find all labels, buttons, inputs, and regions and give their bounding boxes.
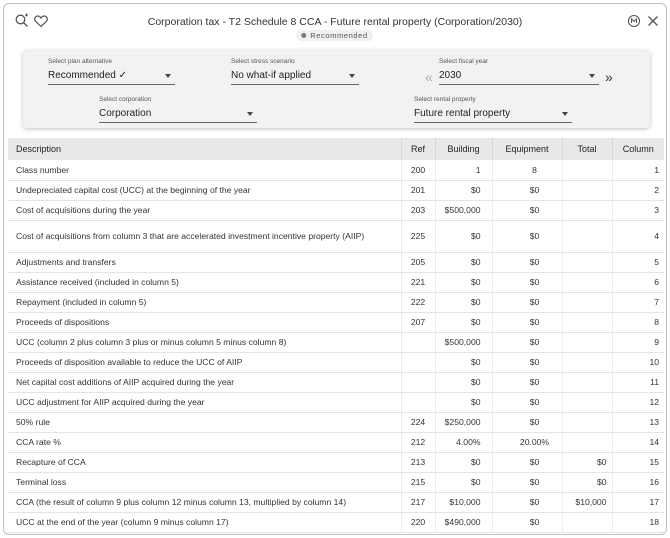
table-cell-desc: CCA rate % [8, 432, 401, 452]
table-cell-total: $0 [562, 452, 612, 472]
stress-field [231, 58, 359, 85]
year-value: 2030 [439, 70, 462, 81]
table-cell-building: $0 [435, 472, 492, 492]
property-label: Select rental property [414, 96, 476, 103]
table-cell-building: $0 [435, 352, 492, 372]
table-cell-total [562, 252, 612, 272]
stress-select[interactable] [231, 68, 359, 85]
table-cell-col: 17 [612, 492, 664, 512]
chevron-down-icon [165, 74, 171, 78]
table-cell-col: 3 [612, 200, 664, 220]
page-title: Corporation tax - T2 Schedule 8 CCA - Future rental property (Corporation/2030) [147, 16, 523, 28]
plan-select[interactable] [48, 68, 175, 85]
table-cell-desc: Recapture of CCA [8, 452, 401, 472]
table-cell-desc: 50% rule [8, 412, 401, 432]
table-row [8, 472, 664, 492]
table-cell-total [562, 292, 612, 312]
table-cell-total [562, 392, 612, 412]
table-cell-desc: Cost of acquisitions during the year [8, 200, 401, 220]
year-select[interactable] [439, 68, 599, 85]
table-row [8, 200, 664, 220]
plan-label: Select plan alternative [48, 58, 112, 65]
table-cell-ref: 213 [401, 452, 435, 472]
table-row [8, 332, 664, 352]
table-cell-col: 13 [612, 412, 664, 432]
table-cell-total [562, 512, 612, 532]
settings-icon[interactable] [626, 13, 642, 29]
table-cell-col: 7 [612, 292, 664, 312]
table-cell-desc: UCC at the end of the year (column 9 minus column 17) [8, 512, 401, 532]
column-header[interactable]: Description [8, 138, 401, 160]
table-cell-building: $0 [435, 312, 492, 332]
table-cell-building: $500,000 [435, 200, 492, 220]
table-cell-desc: CCA (the result of column 9 plus column 12 minus column 13, multiplied by column 14) [8, 492, 401, 512]
table-cell-total [562, 432, 612, 452]
table-cell-ref: 225 [401, 220, 435, 252]
column-header[interactable]: Ref [401, 138, 435, 160]
table-cell-ref: 220 [401, 512, 435, 532]
filter-panel [23, 50, 650, 128]
year-label: Select fiscal year [439, 58, 489, 65]
previous-year-chevron-icon[interactable]: « [425, 69, 433, 85]
table-cell-equipment: $0 [492, 180, 562, 200]
status-dot-icon [301, 33, 306, 38]
corporation-value: Corporation [99, 108, 152, 119]
table-row [8, 312, 664, 332]
corporation-field [99, 96, 257, 123]
table-cell-ref: 212 [401, 432, 435, 452]
table-cell-total: $10,000 [562, 492, 612, 512]
table-cell-col: 9 [612, 332, 664, 352]
table-cell-building: $490,000 [435, 512, 492, 532]
table-row [8, 180, 664, 200]
table-row [8, 252, 664, 272]
table-cell-desc: Proceeds of dispositions [8, 312, 401, 332]
table-cell-col: 1 [612, 160, 664, 180]
table-cell-building: $0 [435, 180, 492, 200]
table-cell-col: 10 [612, 352, 664, 372]
table-row [8, 392, 664, 412]
table-cell-ref [401, 392, 435, 412]
table-cell-equipment: $0 [492, 392, 562, 412]
table-cell-col: 2 [612, 180, 664, 200]
table-row [8, 272, 664, 292]
table-row [8, 412, 664, 432]
column-header[interactable]: Total [562, 138, 612, 160]
table-cell-ref [401, 352, 435, 372]
table-cell-ref: 215 [401, 472, 435, 492]
table-cell-desc: Net capital cost additions of AIIP acquired during the year [8, 372, 401, 392]
table-cell-col: 5 [612, 252, 664, 272]
chevron-down-icon [247, 112, 253, 116]
table-cell-ref: 221 [401, 272, 435, 292]
table-cell-ref: 200 [401, 160, 435, 180]
table-row [8, 220, 664, 252]
table-cell-equipment: $0 [492, 512, 562, 532]
table-cell-equipment: 8 [492, 160, 562, 180]
table-cell-equipment: $0 [492, 412, 562, 432]
table-cell-col: 4 [612, 220, 664, 252]
table-cell-building: $0 [435, 220, 492, 252]
stress-value: No what-if applied [231, 70, 312, 81]
cca-table [8, 138, 664, 533]
table-row [8, 492, 664, 512]
table-cell-building: $500,000 [435, 332, 492, 352]
table-cell-total [562, 272, 612, 292]
table-cell-building: $0 [435, 452, 492, 472]
table-cell-equipment: $0 [492, 312, 562, 332]
table-row [8, 292, 664, 312]
table-cell-ref: 224 [401, 412, 435, 432]
header-bar [4, 4, 666, 48]
table-cell-col: 15 [612, 452, 664, 472]
table-cell-building: 4.00% [435, 432, 492, 452]
table-cell-total [562, 312, 612, 332]
table-cell-desc: Assistance received (included in column 5) [8, 272, 401, 292]
table-cell-building: $0 [435, 272, 492, 292]
column-header[interactable]: Equipment [492, 138, 562, 160]
property-field [414, 96, 572, 123]
table-cell-desc: Undepreciated capital cost (UCC) at the beginning of the year [8, 180, 401, 200]
table-cell-total [562, 220, 612, 252]
table-row [8, 352, 664, 372]
table-cell-equipment: $0 [492, 272, 562, 292]
table-row [8, 432, 664, 452]
table-cell-equipment: $0 [492, 332, 562, 352]
table-cell-desc: Repayment (included in column 5) [8, 292, 401, 312]
table-cell-desc: Cost of acquisitions from column 3 that are accelerated investment incentive property (AIIP) [8, 220, 401, 252]
property-value: Future rental property [414, 108, 511, 119]
table-row [8, 372, 664, 392]
table-cell-desc: Terminal loss [8, 472, 401, 492]
table-cell-total: $0 [562, 472, 612, 492]
table-row [8, 452, 664, 472]
close-icon[interactable] [645, 13, 661, 29]
table-cell-equipment: $0 [492, 252, 562, 272]
table-cell-total [562, 332, 612, 352]
table-cell-desc: Proceeds of disposition available to reduce the UCC of AIIP [8, 352, 401, 372]
table-cell-ref: 217 [401, 492, 435, 512]
table-cell-ref [401, 372, 435, 392]
chevron-down-icon [589, 74, 595, 78]
table-cell-total [562, 180, 612, 200]
table-cell-ref: 205 [401, 252, 435, 272]
table-cell-col: 6 [612, 272, 664, 292]
property-select[interactable] [414, 106, 572, 123]
table-cell-building: $0 [435, 252, 492, 272]
table-cell-equipment: $0 [492, 472, 562, 492]
table-cell-building: $0 [435, 292, 492, 312]
table-cell-building: $250,000 [435, 412, 492, 432]
table-cell-col: 11 [612, 372, 664, 392]
year-field [439, 58, 599, 85]
table-row [8, 160, 664, 180]
status-badge-label: Recommended [310, 31, 368, 40]
column-header[interactable]: Building [435, 138, 492, 160]
table-cell-desc: Class number [8, 160, 401, 180]
plan-value: Recommended ✓ [48, 70, 127, 81]
table-cell-total [562, 372, 612, 392]
plan-field [48, 58, 175, 85]
table-cell-col: 8 [612, 312, 664, 332]
table-cell-col: 12 [612, 392, 664, 412]
table-cell-desc: Adjustments and transfers [8, 252, 401, 272]
table-cell-desc: UCC (column 2 plus column 3 plus or minus column 5 minus column 8) [8, 332, 401, 352]
table-cell-equipment: $0 [492, 452, 562, 472]
table-cell-total [562, 200, 612, 220]
table-row [8, 512, 664, 532]
table-cell-total [562, 160, 612, 180]
table-cell-ref: 201 [401, 180, 435, 200]
table-cell-building: $0 [435, 372, 492, 392]
table-cell-equipment: 20.00% [492, 432, 562, 452]
corporation-label: Select corporation [99, 96, 152, 103]
table-cell-equipment: $0 [492, 200, 562, 220]
table-cell-equipment: $0 [492, 492, 562, 512]
table-header-row [8, 138, 664, 160]
table-cell-col: 14 [612, 432, 664, 452]
next-year-chevron-icon[interactable]: » [605, 69, 613, 85]
table-cell-building: 1 [435, 160, 492, 180]
table-cell-building: $10,000 [435, 492, 492, 512]
column-header[interactable]: Column [612, 138, 664, 160]
table-cell-equipment: $0 [492, 352, 562, 372]
status-badge [296, 30, 373, 41]
chevron-down-icon [562, 112, 568, 116]
table-cell-ref [401, 332, 435, 352]
table-cell-building: $0 [435, 392, 492, 412]
table-cell-total [562, 412, 612, 432]
table-cell-total [562, 352, 612, 372]
stress-label: Select stress scenario [231, 58, 295, 65]
table-cell-col: 16 [612, 472, 664, 492]
table-cell-ref: 203 [401, 200, 435, 220]
corporation-select[interactable] [99, 106, 257, 123]
table-cell-ref: 222 [401, 292, 435, 312]
table-cell-desc: UCC adjustment for AIIP acquired during the year [8, 392, 401, 412]
table-cell-col: 18 [612, 512, 664, 532]
table-cell-equipment: $0 [492, 220, 562, 252]
report-window [3, 3, 667, 535]
table-cell-equipment: $0 [492, 292, 562, 312]
table-cell-ref: 207 [401, 312, 435, 332]
table-cell-equipment: $0 [492, 372, 562, 392]
chevron-down-icon [349, 74, 355, 78]
